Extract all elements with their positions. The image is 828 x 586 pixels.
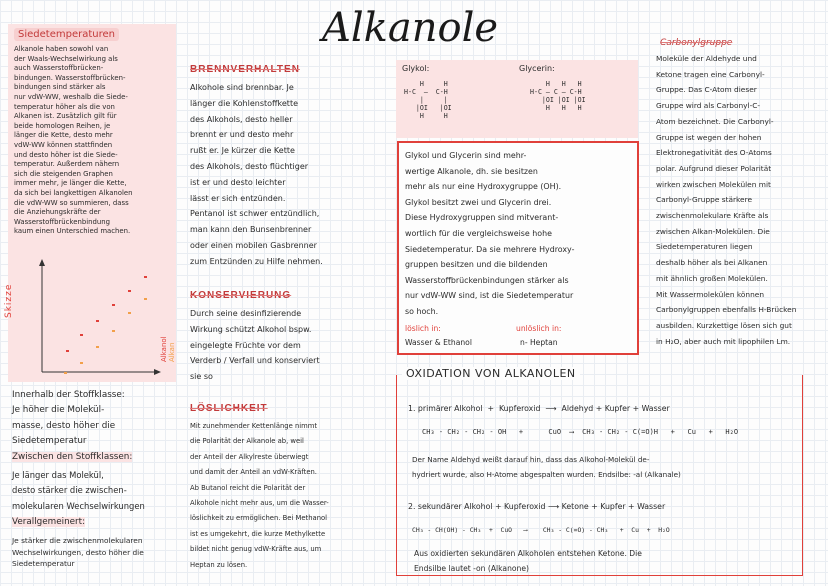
brennverhalten-heading: BRENNVERHALTEN bbox=[190, 64, 300, 75]
carbonyl-heading: Carbonylgruppe bbox=[660, 38, 733, 48]
brennverhalten-text: Alkohole sind brennbar. Je länger die Kohlenstoffkette des Alkohols, desto heller brennt er und desto mehr rußt er. Je kürzer die Kette des Alkohols, desto flüchtiger ist er und desto leichter lässt er sich entzünden. Pentanol ist schwer entzündlich, man kann den Bunsenbrenner oder einen mobilen Gasbrenner zum Entzünden zu Hilfe nehmen. bbox=[190, 83, 323, 266]
skizze-graph bbox=[30, 254, 170, 382]
oxidation-heading: OXIDATION VON ALKANOLEN bbox=[402, 367, 580, 380]
verallgemeinert-text: Je stärker die zwischenmolekularen Wechselwirkungen, desto höher die Siedetemperatur bbox=[12, 536, 144, 569]
oxidation-eq1: CH₃ - CH₂ - CH₂ - OH + CuO ⟶ CH₃ - CH₂ - C(=O)H + Cu + H₂O bbox=[422, 428, 739, 436]
loeslich-value: Wasser & Ethanol bbox=[405, 338, 472, 347]
legend-alkanol: Alkanol bbox=[160, 336, 168, 362]
siedetemperaturen-heading: Siedetemperaturen bbox=[14, 28, 119, 41]
unloeslich-label: unlöslich in: bbox=[516, 324, 562, 333]
zwischen-heading: Zwischen den Stoffklassen: bbox=[12, 452, 133, 462]
glycerin-structure: H H H H-C — C — C-H |OI |OI |OI H H H bbox=[530, 80, 586, 112]
konservierung-heading: KONSERVIERUNG bbox=[190, 290, 292, 301]
konservierung-text: Durch seine desinfizierende Wirkung schützt Alkohol bspw. eingelegte Früchte vor dem Verderb / Verfall und konserviert sie so bbox=[190, 309, 320, 382]
loeslich-label: löslich in: bbox=[405, 324, 441, 333]
glycerin-label: Glycerin: bbox=[519, 64, 555, 73]
oxidation-text2: Aus oxidierten sekundären Alkoholen entstehen Ketone. Die Endsilbe lautet -on (Alkanone) bbox=[414, 549, 642, 573]
oxidation-text1: Der Name Aldehyd weißt darauf hin, dass das Alkohol-Molekül de- hydriert wurde, also H-Atome abgespalten wurden. Endsilbe: -al (Alkanale) bbox=[412, 455, 681, 480]
glykol-structure: H H H-C — C-H | | |OI |OI H H bbox=[404, 80, 452, 120]
page-title: Alkanole bbox=[321, 5, 499, 51]
oxidation-line2: 2. sekundärer Alkohol + Kupferoxid ⟶ Ketone + Kupfer + Wasser bbox=[408, 502, 666, 511]
verallgemeinert-heading: Verallgemeinert: bbox=[12, 517, 86, 527]
glykol-label: Glykol: bbox=[402, 64, 430, 73]
y-axis-arrow bbox=[39, 259, 45, 266]
carbonyl-text: Moleküle der Aldehyde und Ketone tragen eine Carbonyl- Gruppe. Das C-Atom dieser Gruppe wird als Carbonyl-C- Atom bezeichnet. Die Carbonyl- Gruppe ist wegen der hohen Elektronegativität des O-Atoms polar. Aufgrund dieser Polarität wirken zwischen Molekülen mit Carbonyl-Gruppe stärkere zwischenmolekulare Kräfte als zwischen Alkan-Molekülen. Die Siedetemperaturen liegen deshalb höher als bei Alkanen mit ähnlich großen Molekülen. Mit Wassermolekülen können Carbonylgruppen ebenfalls H-Brücken ausbilden. Kurzkettige lösen sich gut in H₂O, aber auch mit lipophilen Lm. bbox=[656, 54, 797, 346]
skizze-label: Skizze bbox=[4, 283, 14, 318]
alkanol-points bbox=[66, 276, 147, 352]
alkan-points bbox=[64, 298, 147, 374]
glycol-text: Glykol und Glycerin sind mehr- wertige Alkanole, dh. sie besitzen mehr als nur eine Hydroxygruppe (OH). Glykol besitzt zwei und Glycerin drei. Diese Hydroxygruppen sind mitverant- wortlich für die vergleichsweise hohe Siedetemperatur. Da sie mehrere Hydroxy- gruppen besitzen und die bildenden Wasserstoffbrückenbindungen stärker als nur vdW-WW sind, ist die Siedetemperatur so hoch. bbox=[405, 151, 575, 316]
loeslichkeit-text: Mit zunehmender Kettenlänge nimmt die Polarität der Alkanole ab, weil der Anteil der Alkylreste überwiegt und damit der Anteil an vdW-Kräften. Ab Butanol reicht die Polarität der Alkohole nicht mehr aus, um die Wasser- löslichkeit zu ermöglichen. Bei Methanol ist es umgekehrt, die kurze Methylkette bildet nicht genug vdW-Kräfte aus, um Heptan zu lösen. bbox=[190, 422, 329, 569]
loeslichkeit-heading: LÖSLICHKEIT bbox=[190, 403, 268, 414]
innerhalb-text: Innerhalb der Stoffklasse: Je höher die Molekül- masse, desto höher die Siedetemperatur bbox=[12, 390, 125, 447]
siedetemperaturen-text: Alkanole haben sowohl van der Waals-Wechselwirkung als auch Wasserstoffbrücken- bindungen. Wasserstoffbrücken- bindungen sind stärker als nur vdW-WW, weshalb die Siede- temperatur höher als die von Alkanen ist. Zusätzlich gilt für beide homologen Reihen, je länger die Kette, desto mehr vdW-WW können stattfinden und desto höher ist die Siede- temperatur. Außerdem nähern sich die steigenden Graphen immer mehr, je länger die Kette, da sich bei langkettigen Alkanolen die vdW-WW so summieren, dass die Anziehungskräfte der Wasserstoffbrückenbindung kaum einen Unterschied machen. bbox=[14, 45, 133, 236]
legend-alkan: Alkan bbox=[168, 342, 176, 362]
x-axis-arrow bbox=[154, 369, 161, 375]
oxidation-eq2: CH₃ - CH(OH) - CH₃ + CuO ⟶ CH₃ - C(=O) - CH₃ + Cu + H₂O bbox=[412, 526, 670, 534]
oxidation-line1: 1. primärer Alkohol + Kupferoxid ⟶ Aldehyd + Kupfer + Wasser bbox=[408, 404, 670, 413]
zwischen-text: Je länger das Molekül, desto stärker die zwischen- molekularen Wechselwirkungen bbox=[12, 470, 145, 511]
unloeslich-value: n- Heptan bbox=[520, 338, 558, 347]
